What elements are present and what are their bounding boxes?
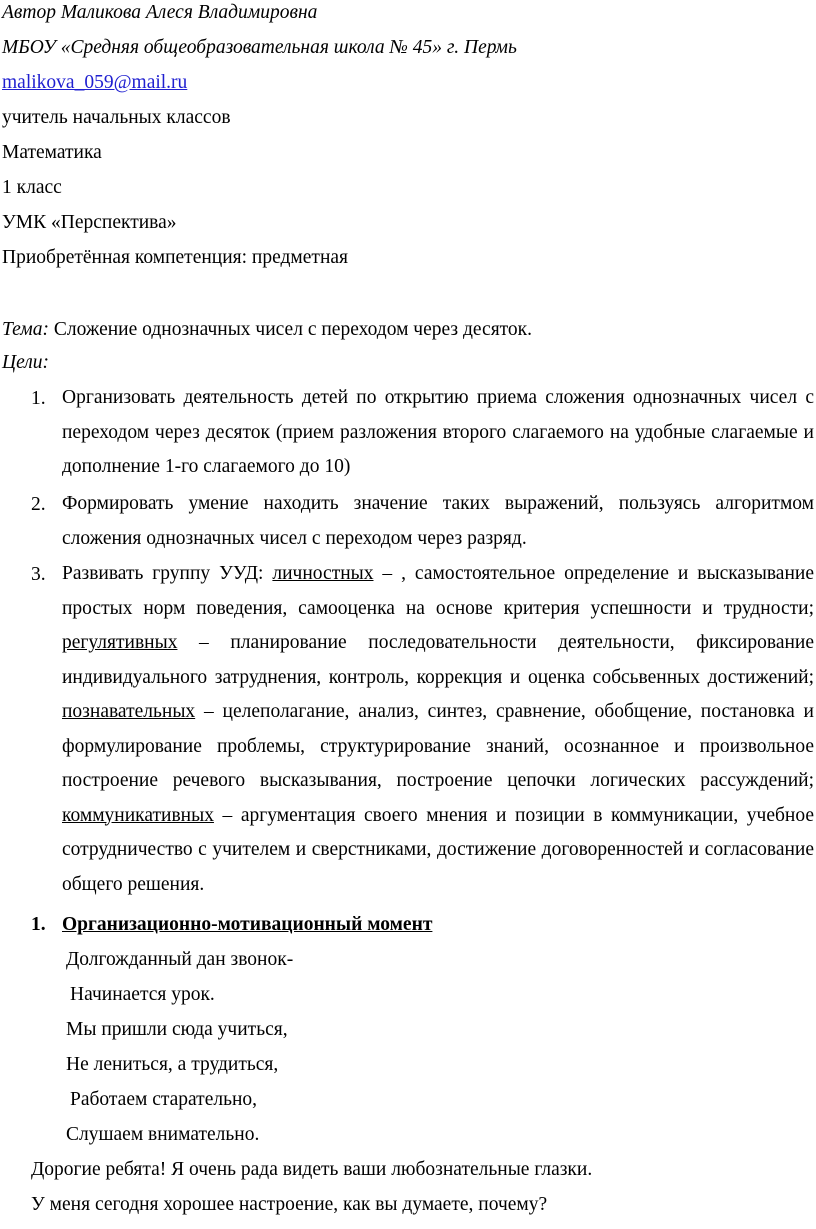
poem-line: Мы пришли сюда учиться, xyxy=(66,1019,288,1040)
section-number: 1. xyxy=(31,914,46,935)
uud-desc-communicative: – аргументация своего мнения и позиции в коммуникации, учебное сотрудничество с учителем и сверстниками, достижение договоренностей и согласование общего решения. xyxy=(62,804,814,895)
goal-number: 2. xyxy=(31,494,46,515)
grade-line: 1 класс xyxy=(2,177,62,198)
email-link[interactable]: malikova_059@mail.ru xyxy=(2,72,188,93)
greeting-line: Дорогие ребята! Я очень рада видеть ваши любознательные глазки. xyxy=(31,1159,593,1180)
uud-term-communicative: коммуникативных xyxy=(62,804,214,826)
competence-line: Приобретённая компетенция: предметная xyxy=(2,247,349,268)
uud-desc-cognitive: – целеполагание, анализ, синтез, сравнение, обобщение, постановка и формулирование проблемы, структурирование знаний, осознанное и произвольное построение речевого высказывания, построение цепочки логических рассуждений; xyxy=(62,701,814,791)
topic-label: Тема: xyxy=(2,319,49,340)
uud-term-personal: личностных xyxy=(272,563,374,584)
uud-term-regulatory: регулятивных xyxy=(62,632,178,653)
poem-line: Слушаем внимательно. xyxy=(66,1124,260,1145)
topic-line xyxy=(2,318,532,342)
umk-line: УМК «Перспектива» xyxy=(2,212,177,233)
subject-line: Математика xyxy=(2,142,102,163)
uud-desc-regulatory: – планирование последовательности деятельности, фиксирование индивидуального затруднения, контроль, коррекция и оценка собсьвенных достижений; xyxy=(62,632,814,688)
goal-number: 3. xyxy=(31,564,46,585)
poem-line: Долгожданный дан звонок- xyxy=(66,949,294,970)
goal-text: Формировать умение находить значение таких выражений, пользуясь алгоритмом сложения однозначных чисел с переходом через разряд. xyxy=(62,493,814,549)
uud-desc-personal: – , самостоятельное определение и высказывание простых норм поведения, самооценка на основе критерия успешности и трудности; xyxy=(62,563,814,619)
poem-line: Не лениться, а трудиться, xyxy=(66,1054,279,1075)
goals-label: Цели: xyxy=(2,352,49,373)
goal-text: Организовать деятельность детей по открытию приема сложения однозначных чисел с переходом через десяток (прием разложения второго слагаемого на удобные слагаемые и дополнение 1-го слагаемого до 10) xyxy=(62,387,814,477)
goal-number: 1. xyxy=(31,388,46,409)
question-line: У меня сегодня хорошее настроение, как вы думаете, почему? xyxy=(31,1194,548,1215)
uud-term-cognitive: познавательных xyxy=(62,701,196,722)
topic-text: Сложение однозначных чисел с переходом через десяток. xyxy=(49,319,533,340)
position-line: учитель начальных классов xyxy=(2,107,231,128)
email-line xyxy=(2,71,187,95)
author-line: Автор Маликова Алеся Владимировна xyxy=(2,2,318,23)
uud-intro: Развивать группу УУД: xyxy=(62,563,273,584)
school-line: МБОУ «Средняя общеобразовательная школа № 45» г. Пермь xyxy=(2,37,517,58)
section-title: Организационно-мотивационный момент xyxy=(62,914,433,935)
poem-line: Работаем старательно, xyxy=(70,1089,258,1110)
goal-text xyxy=(62,557,814,902)
poem-line: Начинается урок. xyxy=(70,984,215,1005)
